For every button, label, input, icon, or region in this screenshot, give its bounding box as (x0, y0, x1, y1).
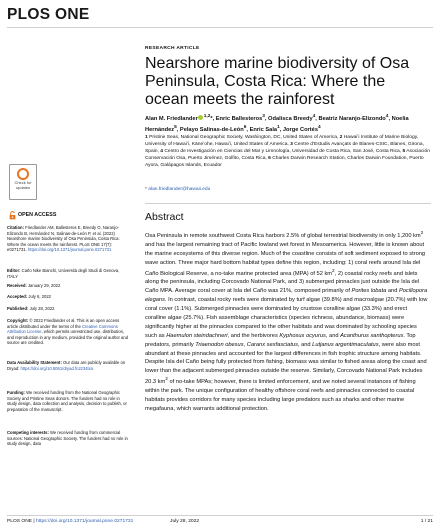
page-number: 1 / 21 (420, 519, 433, 524)
orcid-icon[interactable] (198, 115, 203, 120)
badge-line-1: Check for (14, 180, 32, 185)
corresponding-email (145, 187, 430, 192)
copyright: Copyright: © 2022 Friedlander et al. This is an open access article distributed under the terms of the Creative Commons Attribution License, which permits unrestricted use, distribution, and reproduction in any medium, provided the original author and source are credited. (7, 318, 129, 346)
accepted-date: Accepted: July 6, 2022 (7, 294, 51, 299)
article-type: RESEARCH ARTICLE (145, 46, 200, 51)
citation: Citation: Friedlander AM, Ballesteros E, Breedy O, Naranjo-Elizondo B, Hernández N, Salinas-de-León P, et al. (2022) Nearshore marine biodiversity of Osa Peninsula, Costa Rica: Where the ocean meets the rainforest. PLoS ONE 17(7): e0271731. https://doi.org/10.1371/journal.pone.0271731 (7, 225, 120, 253)
article-title: Nearshore marine biodiversity of Osa Peninsula, Costa Rica: Where the ocean meets the rainforest (145, 55, 410, 108)
open-access-label: OPEN ACCESS (18, 212, 57, 218)
email-link[interactable]: alan.friedlander@hawaii.edu (148, 187, 211, 192)
published-date: Published: July 28, 2022 (7, 306, 55, 311)
abstract-heading: Abstract (145, 211, 184, 223)
footer (7, 519, 433, 524)
footer-doi-link[interactable]: https://doi.org/10.1371/journal.pone.0271731 (36, 519, 134, 524)
author-list: Alan M. Friedlander $^{1,2}$*, Enric Ballesteros$^3$, Odalisca Breedy$^4$, Beatriz Naranjo-Elizondo$^4$, Noelia Hernández$^5$, Pelayo Salinas-de-León$^6$, Enric Sala$^1$, Jorge Cortés$^4$ (145, 114, 409, 133)
affiliations: 1 Pristine Seas, National Geographic Society, Washington, DC, United States of America, 2 Hawaiʻi Institute of Marine Biology, University of Hawaiʻi, Kāneʻohe, Hawaiʻi, United States of America, 3 Centre d'Estudis Avançats de Blanes-CSIC, Blanes, Girona, Spain, 4 Centro de Investigación en Ciencias del Mar y Limnología, Universidad de Costa Rica, San José, Costa Rica, 5 Asociación Conservación Osa, Puerto Jiménez, Golfito, Costa Rica, 6 Charles Darwin Research Station, Charles Darwin Foundation, Puerto Ayora, Galápagos Islands, Ecuador (145, 135, 430, 168)
abstract-divider (145, 203, 431, 204)
editor: Editor: Carlo Nike Bianchi, Università degli Studi di Genova, ITALY (7, 268, 120, 279)
competing-interests: Competing interests: We received funding from commercial sources: National Geographic Society. The funders had no role in study design, data (7, 430, 128, 447)
abstract-body: Osa Peninsula in remote southwest Costa Rica harbors 2.5% of global terrestrial biodiversity in only 1,200 $km^2$ and has the largest remaining tract of Pacific lowland wet forest in Mesoamerica. However, little is known about the marine ecosystems of this diverse region. Much of the coastline consists of soft sediment exposed to strong wave action. Three major hard bottom habitat types define this region, including: 1) coral reefs around Isla del Caño Biological Reserve, a no-take marine protected area (MPA) of 52 $km^2$, 2) coastal rocky reefs and islets along the peninsula, including Corcovado National Park, and 3) submerged pinnacles just outside the Isla del Caño MPA. Average coral cover at Isla del Caño was 21%, composed primarily of Porites lobata and Pocillopora elegans. In contrast, coastal rocky reefs were dominated by turf algae (39.8%) and macroalgae (20.7%) with low coral cover (1.1%). Submerged pinnacles were dominated by crustose coralline algae (33.3%) and erect coralline algae (25.7%). Fish assemblage characteristics (species richness, abundance, biomass) were significantly higher at the pinnacles compared to the other habitats and was dominated by schooling species such as Haemulon steindachneri, and the herbivores Kyphosus ocyurus, and Acanthurus xanthopterus. Top predators, primarily Triaenodon obesus, Caranx sexfasciatus, and Lutjanus argentimaculatus, were also most abundant at these pinnacles and accounted for the largest differences in fish trophic structure among habitats. Despite Isla del Caño being fully protected from fishing, biomass was similar to fished areas along the coast and lower than the adjacent submerged pinnacles outside the reserve. Similarly, Corcovado National Park includes 20.3 $km^2$ of no-take MPAs; however, there is limited enforcement, and we noted several instances of fishing within the park. The unique configuration of healthy offshore coral reefs and pinnacles connected to coastal habitats provides corridors for many species including large predators such as sharks and other marine megafauna, which warrants additional protection. (145, 231, 428, 412)
received-date: Received: January 29, 2022 (7, 283, 61, 288)
check-for-updates-badge[interactable] (9, 164, 37, 200)
header-divider (7, 27, 433, 28)
footer-date: July 28, 2022 (170, 519, 200, 524)
open-lock-icon (8, 211, 17, 220)
footer-separator: | (32, 519, 37, 524)
funding: Funding: We received funding from the National Geographic Society and Pristine Seas donors. The funders had no role in study design, data collection and analysis, decision to publish, or preparation of the manuscript. (7, 390, 127, 412)
footer-journal: PLOS ONE (7, 519, 33, 524)
corresponding-symbol: * (145, 187, 147, 192)
updates-icon (17, 168, 29, 180)
data-availability: Data Availability Statement: Our data are publicly available on Dryad: https://doi.org/10.5061/dryad.fn2z34txn. (7, 360, 126, 371)
journal-logo[interactable]: PLOS ONE (7, 6, 90, 23)
badge-line-2: updates (15, 184, 31, 190)
footer-divider (7, 515, 433, 516)
